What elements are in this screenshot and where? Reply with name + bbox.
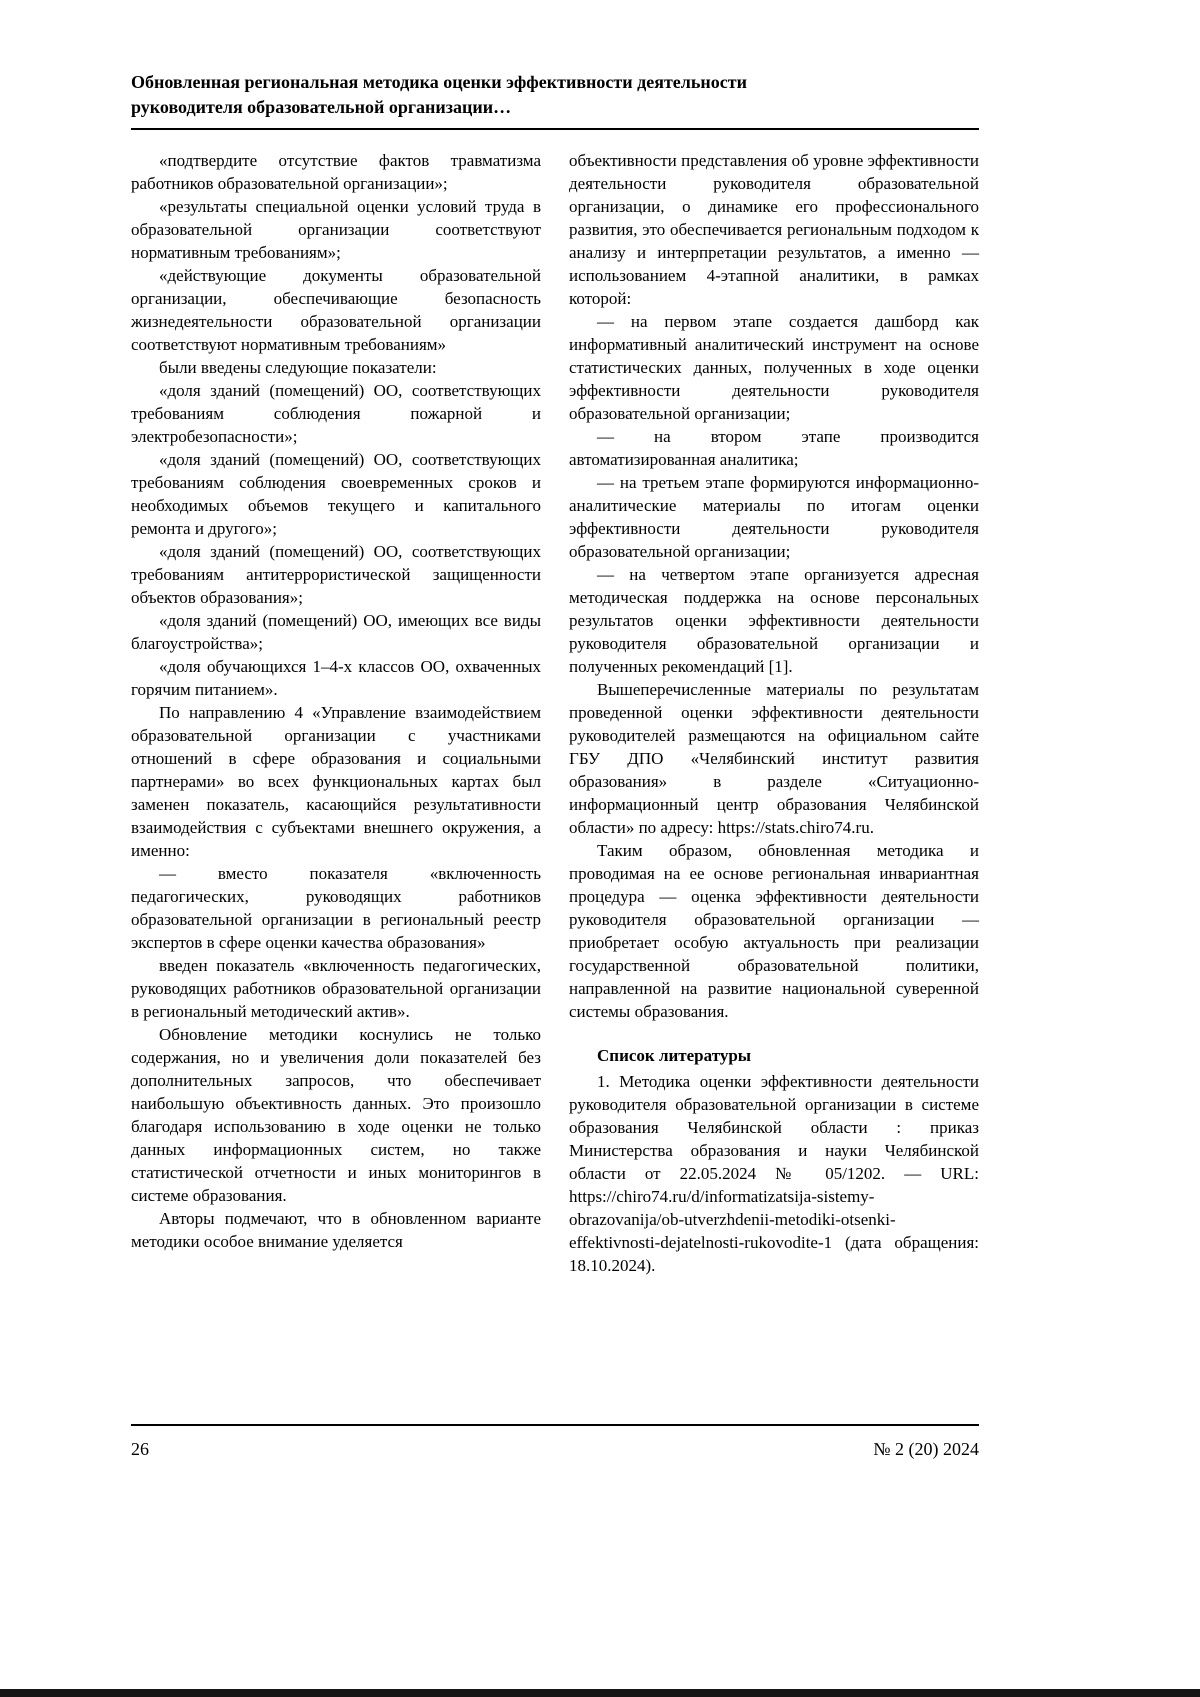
- right-column: [569, 149, 979, 1277]
- running-header-line2: руководителя образовательной организации…: [131, 97, 512, 117]
- paragraph: «результаты специальной оценки условий труда в образовательной организации соответствуют нормативным требованиям»;: [131, 197, 541, 262]
- paragraph: «доля обучающихся 1–4-х классов ОО, охваченных горячим питанием».: [131, 657, 541, 699]
- paragraph: — на первом этапе создается дашборд как информативный аналитический инструмент на основе статистических данных, полученных в ходе оценки эффективности деятельности руководителя образовательной организации;: [569, 312, 979, 423]
- footer-row: [131, 1438, 979, 1460]
- paragraph: — вместо показателя «включенность педагогических, руководящих работников образовательной организации в региональный реестр экспертов в сфере оценки качества образования»: [131, 864, 541, 952]
- paragraph: «действующие документы образовательной организации, обеспечивающие безопасность жизнедеятельности образовательной организации соответствуют нормативным требованиям»: [131, 266, 541, 354]
- paragraph: По направлению 4 «Управление взаимодействием образовательной организации с участниками отношений в сфере образования и социальными партнерами» во всех функциональных картах был заменен показатель, касающийся результативности взаимодействия с субъектами внешнего окружения, а именно:: [131, 703, 541, 860]
- running-header: [131, 70, 979, 130]
- paragraph: Авторы подмечают, что в обновленном варианте методики особое внимание уделяется: [131, 1209, 541, 1251]
- paragraph: Таким образом, обновленная методика и проводимая на ее основе региональная инвариантная процедура — оценка эффективности деятельности руководителя образовательной организации — приобретает особую актуальность при реализации государственной образовательной политики, направленной на развитие национальной суверенной системы образования.: [569, 841, 979, 1021]
- page-number: 26: [131, 1439, 149, 1459]
- text-columns: [131, 149, 979, 1277]
- paragraph: «доля зданий (помещений) ОО, соответствующих требованиям соблюдения пожарной и электробезопасности»;: [131, 381, 541, 446]
- running-header-line1: Обновленная региональная методика оценки эффективности деятельности: [131, 72, 747, 92]
- page-content: [131, 70, 979, 1277]
- paragraph: введен показатель «включенность педагогических, руководящих работников образовательной организации в региональный методический актив».: [131, 956, 541, 1021]
- paragraph: — на четвертом этапе организуется адресная методическая поддержка на основе персональных результатов оценки эффективности деятельности руководителя образовательной организации и полученных рекомендаций [1].: [569, 565, 979, 676]
- issue-number: № 2 (20) 2024: [873, 1439, 979, 1459]
- paragraph: — на втором этапе производится автоматизированная аналитика;: [569, 427, 979, 469]
- scan-edge-artifact: [0, 1689, 1200, 1697]
- paragraph: — на третьем этапе формируются информационно-аналитические материалы по итогам оценки эффективности деятельности руководителя образовательной организации;: [569, 473, 979, 561]
- footer-rule: [131, 1424, 979, 1426]
- paragraph: объективности представления об уровне эффективности деятельности руководителя образовательной организации, о динамике его профессионального развития, это обеспечивается региональным подходом к анализу и интерпретации результатов, а именно — использованием 4-этапной аналитики, в рамках которой:: [569, 151, 979, 308]
- left-column: [131, 149, 541, 1277]
- paragraph: «подтвердите отсутствие фактов травматизма работников образовательной организации»;: [131, 151, 541, 193]
- paragraph: Обновление методики коснулись не только содержания, но и увеличения доли показателей без дополнительных запросов, что обеспечивает наибольшую объективность данных. Это произошло благодаря использованию в ходе оценки не только данных информационных систем, но также статистической отчетности и иных мониторингов в системе образования.: [131, 1025, 541, 1205]
- paragraph: Вышеперечисленные материалы по результатам проведенной оценки эффективности деятельности руководителей размещаются на официальном сайте ГБУ ДПО «Челябинский институт развития образования» в разделе «Ситуационно-информационный центр образования Челябинской области» по адресу: https://stats.chiro74.ru.: [569, 680, 979, 837]
- page-footer: [131, 1424, 979, 1460]
- header-rule: [131, 128, 979, 130]
- paragraph: были введены следующие показатели:: [159, 358, 437, 377]
- paragraph: «доля зданий (помещений) ОО, соответствующих требованиям соблюдения своевременных сроков и необходимых объемов текущего и капитального ремонта и другого»;: [131, 450, 541, 538]
- paragraph: «доля зданий (помещений) ОО, соответствующих требованиям антитеррористической защищенности объектов образования»;: [131, 542, 541, 607]
- running-header-title: [131, 70, 979, 120]
- paragraph: «доля зданий (помещений) ОО, имеющих все виды благоустройства»;: [131, 611, 541, 653]
- references-heading: Список литературы: [597, 1046, 752, 1065]
- reference-item: 1. Методика оценки эффективности деятельности руководителя образовательной организации в системе образования Челябинской области : приказ Министерства образования и науки Челябинской области от 22.05.2024 № 05/1202. — URL: https://chiro74.ru/d/informatizatsija-sistemy-obrazovanija/ob-utverzhdenii-metodiki-otsenki-effektivnosti-dejatelnosti-rukovodite-1 (дата обращения: 18.10.2024).: [569, 1072, 979, 1275]
